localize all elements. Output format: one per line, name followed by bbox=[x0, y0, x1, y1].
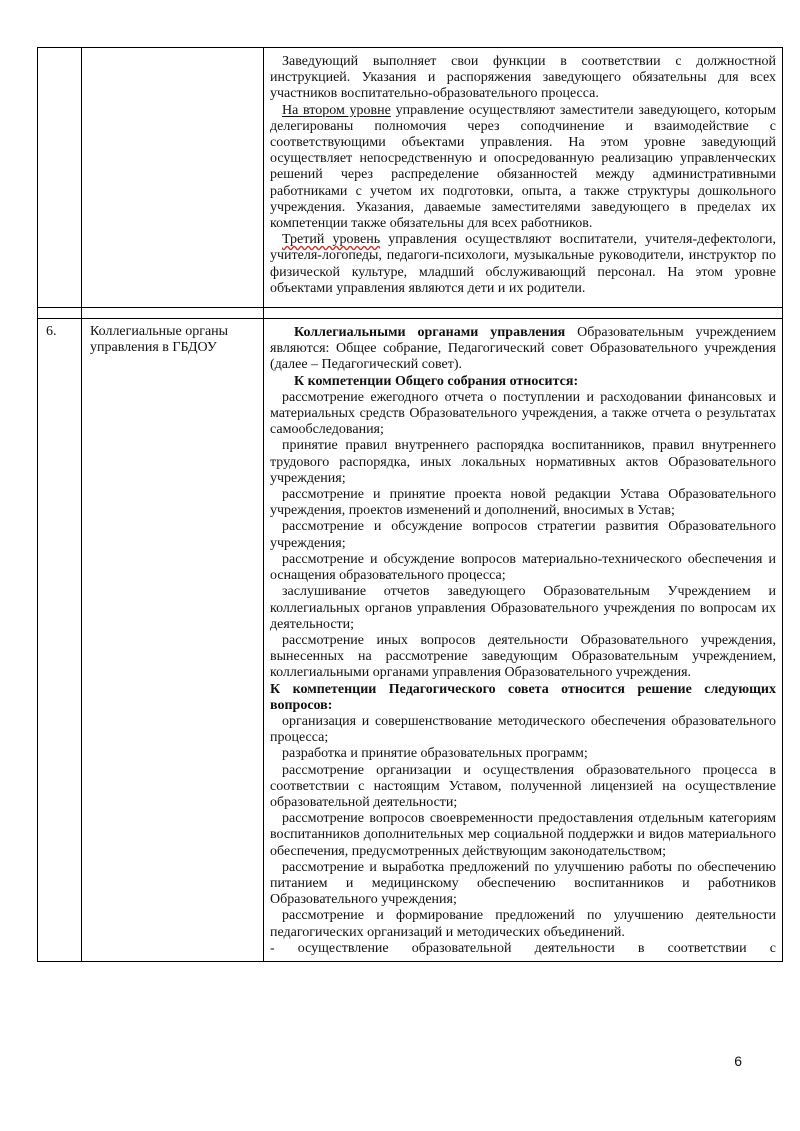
table-row bbox=[38, 48, 783, 308]
paragraph: На втором уровне управление осуществляют заместители заведующего, которым делегированы полномочия через соподчинение и взаимодействие с соответствующими объектами управления. На этом уровне заведующий осуществляет непосредственную и опосредованную реализацию управленческих решений через распределение обязанностей между административными работниками с учетом их подготовки, опыта, а также структуры дошкольного учреждения. Указания, даваемые заместителями заведующего в пределах их компетенции также обязательны для всех работников. bbox=[270, 102, 776, 232]
list-item: рассмотрение иных вопросов деятельности Образовательного учреждения, вынесенных на рассмотрение заведующим Образовательным учреждением, коллегиальными органами управления Образовательного учреждения. bbox=[270, 632, 776, 681]
section-heading: К компетенции Педагогического совета относится решение следующих вопросов: bbox=[270, 681, 776, 713]
list-item: разработка и принятие образовательных программ; bbox=[282, 746, 588, 762]
list-item: рассмотрение вопросов своевременности предоставления отдельным категориям воспитанников дополнительных мер социальной поддержки и видов материального обеспечения, предусмотренных действующим законодательством; bbox=[270, 811, 776, 859]
paragraph: Третий уровень управления осуществляют воспитатели, учителя-дефектологи, учителя-логопеды, педагоги-психологи, музыкальные руководители, инструктор по физической культуре, младший обслуживающий персонал. На этом уровне объектами управления являются дети и их родители. bbox=[270, 232, 776, 296]
row-name: Коллегиальные органы управления в ГБДОУ bbox=[82, 319, 264, 962]
list-item: заслушивание отчетов заведующего Образовательным Учреждением и коллегиальных органов управления Образовательного учреждения по вопросам их деятельности; bbox=[270, 584, 776, 632]
table-row bbox=[38, 308, 783, 319]
list-item: - осуществление образовательной деятельности в соответствии с bbox=[270, 940, 776, 956]
row-content-cell bbox=[264, 319, 783, 962]
content-table bbox=[37, 47, 783, 962]
list-item: рассмотрение и выработка предложений по улучшению работы по обеспечению питанием и медицинскому обеспечению воспитанников и работников Образовательного учреждения; bbox=[270, 859, 776, 908]
table-row bbox=[38, 319, 783, 962]
page-number: 6 bbox=[734, 1053, 742, 1069]
level-label: На втором уровне bbox=[282, 102, 391, 118]
list-item: рассмотрение и принятие проекта новой редакции Устава Образовательного учреждения, проектов изменений и дополнений, вносимых в Устав; bbox=[270, 487, 776, 519]
section-heading: К компетенции Общего собрания относится: bbox=[294, 373, 579, 389]
list-item: рассмотрение и обсуждение вопросов материально-технического обеспечения и оснащения образовательного процесса; bbox=[270, 551, 776, 584]
row-content-cell bbox=[264, 48, 783, 308]
row-number: 6. bbox=[38, 319, 82, 962]
list-item: принятие правил внутреннего распорядка воспитанников, правил внутреннего трудового распорядка, иных локальных нормативных актов Образовательного учреждения; bbox=[270, 438, 776, 486]
list-item: рассмотрение ежегодного отчета о поступлении и расходовании финансовых и материальных средств Образовательного учреждения, а также отчета о результатах самообследования; bbox=[270, 389, 776, 438]
list-item: рассмотрение и обсуждение вопросов стратегии развития Образовательного учреждения; bbox=[270, 519, 776, 551]
row-name-cell bbox=[82, 48, 264, 308]
row-number-cell bbox=[38, 48, 82, 308]
list-item: рассмотрение и формирование предложений по улучшению деятельности педагогических организаций и методических объединений. bbox=[270, 908, 776, 940]
list-item: организация и совершенствование методического обеспечения образовательного процесса; bbox=[270, 713, 776, 746]
list-item: рассмотрение организации и осуществления образовательного процесса в соответствии с настоящим Уставом, полученной лицензией на осуществление образовательной деятельности; bbox=[270, 762, 776, 810]
paragraph: Коллегиальными органами управления Образовательным учреждением являются: Общее собрание, Педагогический совет Образовательного учреждения (далее – Педагогический совет). bbox=[270, 325, 776, 373]
level-label: Третий уровень bbox=[282, 232, 381, 248]
paragraph: Заведующий выполняет свои функции в соответствии с должностной инструкцией. Указания и распоряжения заведующего обязательны для всех участников воспитательно-образовательного процесса. bbox=[270, 54, 776, 102]
